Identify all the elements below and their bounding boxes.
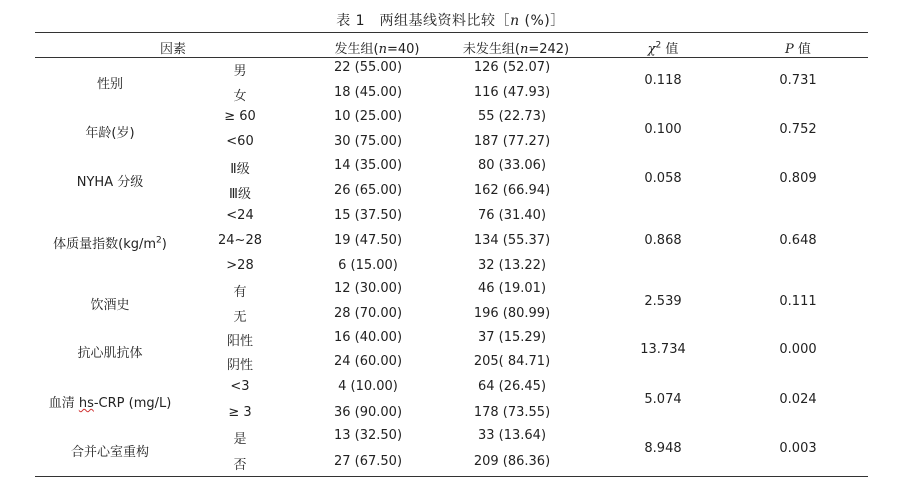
table-header-rule (35, 57, 868, 58)
group2-value: 64 (26.45) (477, 379, 547, 394)
group1-value: 10 (25.00) (333, 109, 403, 124)
group2-value: 126 (52.07) (473, 60, 551, 75)
header-chi-post: 值 (661, 42, 679, 57)
level-label: 阴性 (226, 358, 254, 373)
level-label: ≥ 60 (224, 109, 256, 124)
group2-value: 162 (66.94) (473, 183, 551, 198)
group1-value: 36 (90.00) (333, 405, 403, 420)
level-label: <3 (230, 379, 250, 394)
p-value: 0.648 (779, 233, 817, 248)
table-bottom-rule (35, 476, 868, 477)
factor-name-wavy: hs (78, 396, 94, 411)
level-label: <24 (226, 208, 254, 223)
factor-name (97, 73, 123, 92)
header-chi-symbol: χ (647, 42, 656, 57)
factor-name-suffix: ) (161, 237, 167, 252)
chi2-value: 0.058 (644, 170, 682, 186)
header-group2-post: =242) (528, 42, 570, 57)
level-label: 女 (233, 89, 247, 104)
level-label: 有 (233, 285, 247, 300)
group2-value: 46 (19.01) (477, 281, 547, 296)
factor-name (77, 342, 142, 361)
header-p-var: P (785, 42, 794, 57)
factor-name-text: 年龄(岁) (85, 125, 135, 141)
title-variable: n (510, 13, 520, 29)
group1-value: 16 (40.00) (333, 330, 403, 345)
level-label: 男 (233, 64, 247, 79)
factor-name (77, 171, 143, 190)
level-label: Ⅲ级 (229, 187, 251, 202)
level-label: 阳性 (226, 334, 254, 349)
factor-name (90, 294, 129, 313)
group2-value: 80 (33.06) (477, 158, 547, 173)
group2-value: 55 (22.73) (477, 109, 547, 124)
level-label: Ⅱ级 (230, 162, 250, 177)
group2-value: 205( 84.71) (473, 354, 551, 369)
header-p-post: 值 (793, 42, 811, 57)
chi2-value: 5.074 (644, 392, 682, 407)
header-factor: 因素 (159, 42, 187, 57)
group1-value: 15 (37.50) (333, 208, 403, 223)
chi2-value: 8.948 (644, 441, 682, 456)
p-value: 0.024 (779, 392, 817, 407)
group1-value: 13 (32.50) (333, 428, 403, 443)
group1-value: 24 (60.00) (333, 354, 403, 369)
factor-name-text: 饮酒史 (90, 297, 130, 313)
group2-value: 37 (15.29) (477, 330, 547, 345)
factor-name (71, 441, 149, 460)
header-group1-post: =40) (386, 42, 420, 57)
group2-value: 116 (47.93) (473, 85, 551, 100)
p-value: 0.809 (779, 170, 817, 186)
title-prefix: 表 1 两组基线资料比较［ (336, 13, 511, 29)
p-value: 0.752 (779, 121, 817, 137)
header-p (785, 38, 811, 57)
p-value: 0.000 (779, 342, 817, 357)
chi2-value: 2.539 (644, 293, 682, 309)
header-group1 (335, 38, 420, 57)
group1-value: 27 (67.50) (333, 454, 403, 469)
factor-name (85, 122, 134, 141)
factor-name-text: 合并心室重构 (70, 445, 150, 460)
p-value: 0.003 (779, 441, 817, 456)
group1-value: 4 (10.00) (338, 379, 398, 394)
table-top-rule (35, 32, 868, 33)
p-value: 0.731 (779, 72, 817, 88)
chi2-value: 0.100 (644, 121, 682, 137)
level-label: <60 (226, 134, 254, 149)
factor-name (53, 233, 167, 252)
group2-value: 209 (86.36) (473, 454, 551, 469)
group1-value: 28 (70.00) (333, 306, 403, 321)
chi2-value: 0.868 (644, 233, 682, 248)
header-group2-var: n (519, 42, 529, 57)
group1-value: 19 (47.50) (333, 233, 403, 248)
group2-value: 187 (77.27) (473, 134, 551, 149)
factor-name-superscript: 2 (156, 235, 162, 246)
factor-name (49, 392, 172, 411)
chi2-value: 0.118 (644, 72, 682, 88)
factor-name-prefix: 血清 (48, 396, 79, 411)
factor-name-text: 性别 (96, 76, 124, 92)
factor-name-text: 体质量指数(kg/m (53, 237, 157, 252)
group2-value: 76 (31.40) (477, 208, 547, 223)
level-label: ≥ 3 (228, 405, 252, 420)
header-group2-pre: 未发生组( (462, 42, 520, 57)
factor-name-text: 抗心肌抗体 (77, 346, 143, 361)
group2-value: 33 (13.64) (477, 428, 547, 443)
level-label: >28 (226, 258, 254, 273)
title-suffix: (%)］ (519, 13, 565, 29)
group1-value: 12 (30.00) (333, 281, 403, 296)
group2-value: 178 (73.55) (473, 405, 551, 420)
group2-value: 134 (55.37) (473, 233, 551, 248)
group2-value: 32 (13.22) (477, 258, 547, 273)
chi2-value: 13.734 (640, 342, 686, 357)
factor-name-text: NYHA 分级 (76, 174, 144, 190)
level-label: 24~28 (218, 233, 262, 248)
level-label: 是 (233, 432, 247, 447)
group1-value: 26 (65.00) (333, 183, 403, 198)
group1-value: 14 (35.00) (333, 158, 403, 173)
group1-value: 18 (45.00) (333, 85, 403, 100)
group2-value: 196 (80.99) (473, 306, 551, 321)
level-label: 无 (233, 310, 247, 325)
header-chi2 (648, 38, 679, 57)
level-label: 否 (233, 458, 247, 473)
header-group1-pre: 发生组( (334, 42, 379, 57)
group1-value: 6 (15.00) (338, 258, 398, 273)
factor-name-text: -CRP (mg/L) (93, 396, 172, 411)
table-title (0, 10, 901, 30)
group1-value: 22 (55.00) (333, 60, 403, 75)
header-chi-superscript: 2 (655, 40, 662, 51)
p-value: 0.111 (779, 293, 817, 309)
header-group2 (463, 38, 569, 57)
group1-value: 30 (75.00) (333, 134, 403, 149)
header-group1-var: n (378, 42, 387, 57)
